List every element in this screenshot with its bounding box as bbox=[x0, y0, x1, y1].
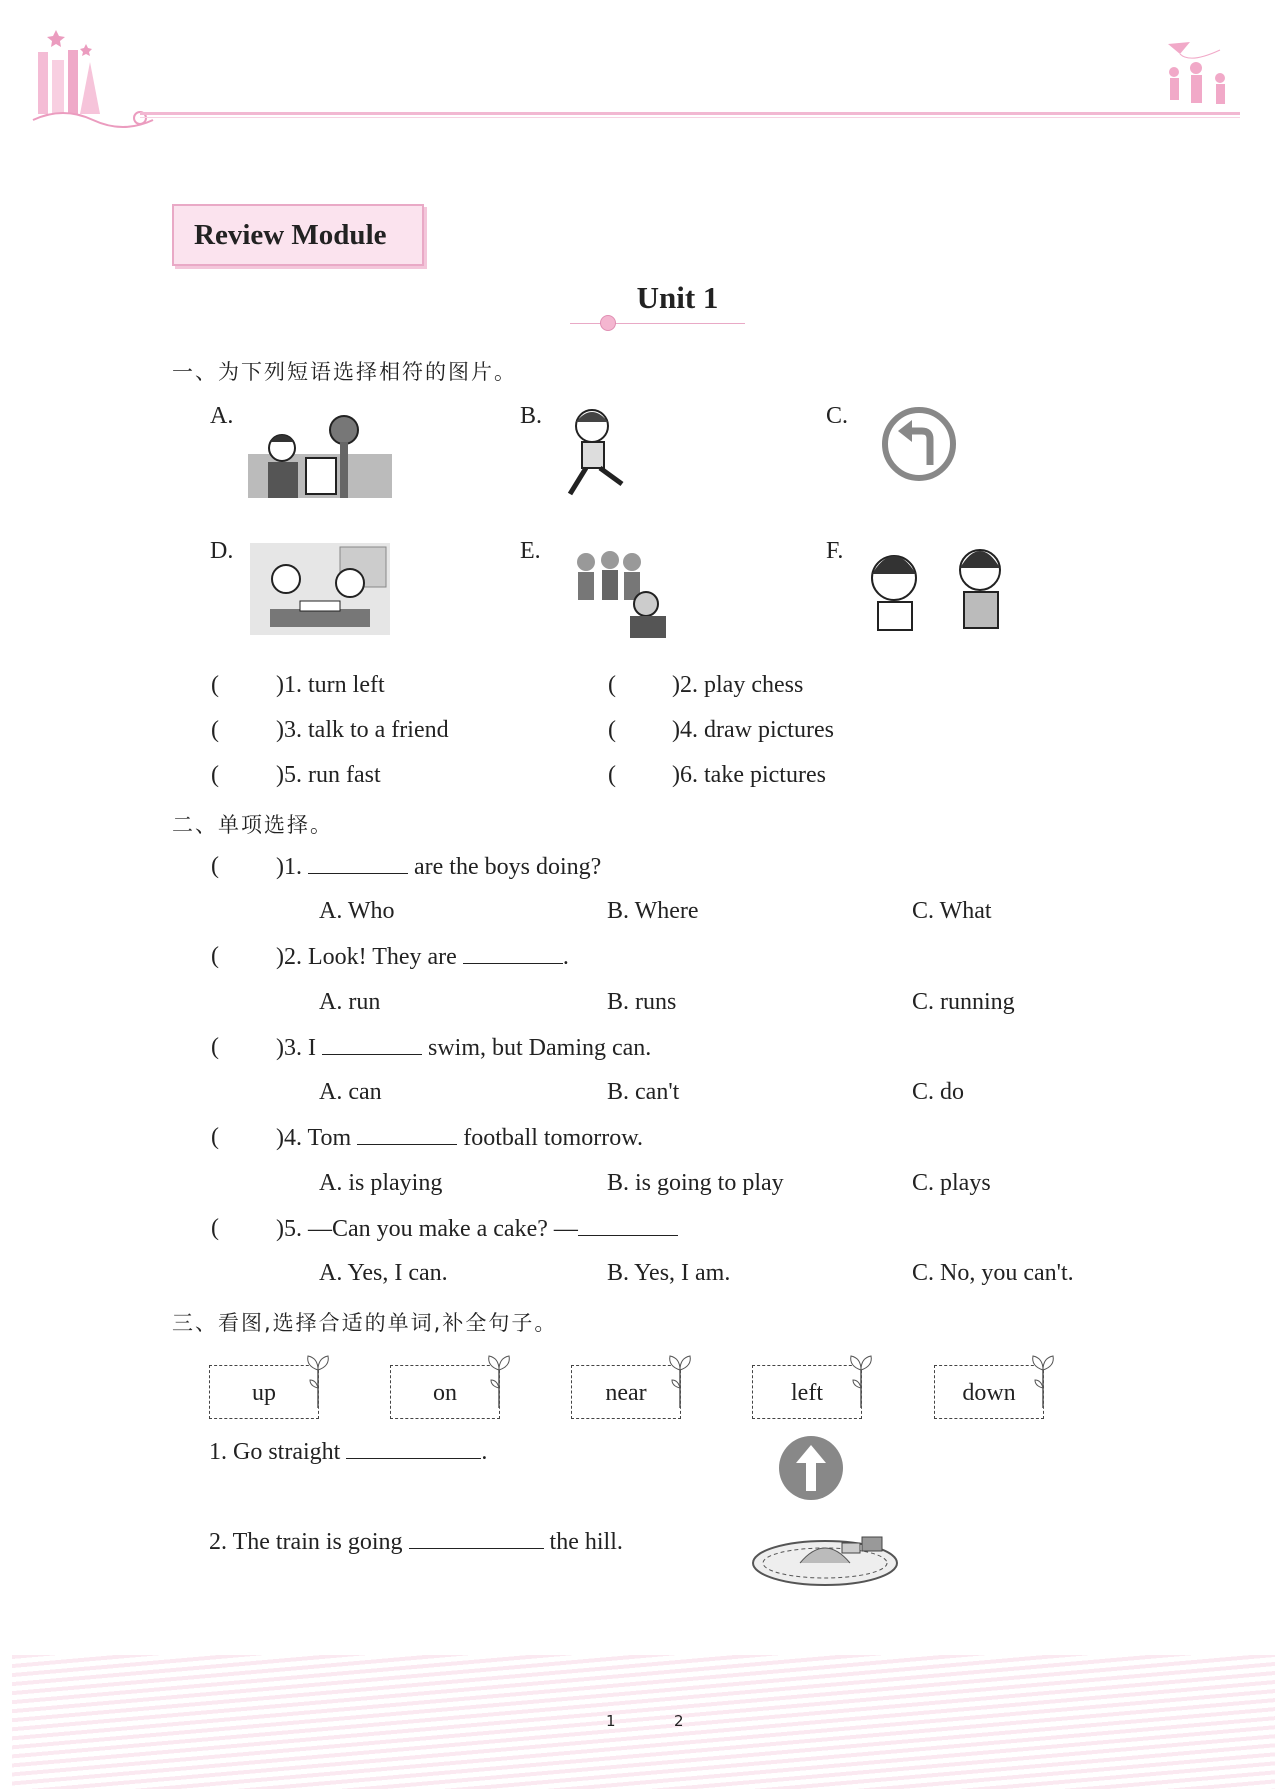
s2-q1-option-b: B. Where bbox=[607, 898, 699, 924]
s2-question-4: )4. Tom football tomorrow. bbox=[276, 1125, 643, 1151]
s3-sentence-1: 1. Go straight . bbox=[209, 1439, 488, 1465]
answer-blank[interactable] bbox=[322, 1034, 422, 1055]
s2-question-2: )2. Look! They are . bbox=[276, 944, 569, 970]
s2-q2-option-b: B. runs bbox=[607, 989, 677, 1015]
s1-item-6: )6. take pictures bbox=[672, 762, 826, 788]
section3-heading: 三、看图,选择合适的单词,补全句子。 bbox=[172, 1311, 558, 1335]
s2-q3-option-a: A. can bbox=[319, 1079, 382, 1105]
picture-d-chess-image bbox=[250, 543, 390, 635]
s1-item-5: )5. run fast bbox=[276, 762, 381, 788]
word-box-left[interactable] bbox=[752, 1365, 862, 1419]
s1-paren-2: ( bbox=[608, 672, 616, 698]
unit-title: Unit 1 bbox=[636, 280, 719, 315]
sprout-icon bbox=[847, 1354, 875, 1408]
word-box-on[interactable] bbox=[390, 1365, 500, 1419]
s2-q4-option-a: A. is playing bbox=[319, 1170, 443, 1196]
word-up: up bbox=[252, 1380, 276, 1406]
sprout-icon bbox=[304, 1354, 332, 1408]
s2-q1-option-c: C. What bbox=[912, 898, 992, 924]
picture-b-running-image bbox=[560, 404, 640, 504]
word-box-down[interactable] bbox=[934, 1365, 1044, 1419]
picture-label-b: B. bbox=[520, 403, 543, 429]
s1-item-4: )4. draw pictures bbox=[672, 717, 834, 743]
sprout-icon bbox=[485, 1354, 513, 1408]
s1-item-3: )3. talk to a friend bbox=[276, 717, 449, 743]
s1-paren-4: ( bbox=[608, 717, 616, 743]
picture-c-turn-left-sign bbox=[880, 405, 958, 483]
s3-sentence-2: 2. The train is going the hill. bbox=[209, 1529, 623, 1555]
s2-paren-5: ( bbox=[211, 1215, 219, 1241]
header-rule bbox=[140, 112, 1240, 115]
word-box-near[interactable] bbox=[571, 1365, 681, 1419]
picture-label-a: A. bbox=[210, 403, 234, 429]
up-arrow-sign-icon bbox=[778, 1435, 844, 1501]
s2-q5-option-b: B. Yes, I am. bbox=[607, 1260, 731, 1286]
s2-paren-2: ( bbox=[211, 943, 219, 969]
s2-paren-1: ( bbox=[211, 853, 219, 879]
header-logo bbox=[28, 22, 158, 134]
picture-e-camera-image bbox=[566, 540, 670, 640]
s2-question-5: )5. —Can you make a cake? — bbox=[276, 1215, 678, 1243]
s2-question-3: )3. I swim, but Daming can. bbox=[276, 1035, 652, 1061]
word-left: left bbox=[791, 1380, 823, 1406]
unit-title-underline bbox=[570, 323, 745, 324]
unit-title-dot bbox=[600, 315, 616, 331]
answer-blank[interactable] bbox=[409, 1528, 544, 1549]
s2-paren-3: ( bbox=[211, 1034, 219, 1060]
answer-blank[interactable] bbox=[578, 1215, 678, 1236]
picture-label-e: E. bbox=[520, 538, 541, 564]
s2-question-1: )1. are the boys doing? bbox=[276, 854, 602, 880]
section1-heading: 一、为下列短语选择相符的图片。 bbox=[172, 360, 517, 384]
word-down: down bbox=[962, 1380, 1016, 1406]
section2-heading: 二、单项选择。 bbox=[172, 813, 333, 837]
train-hill-image bbox=[750, 1525, 900, 1589]
s2-q2-option-a: A. run bbox=[319, 989, 381, 1015]
footer-band bbox=[12, 1655, 1275, 1789]
s1-paren-5: ( bbox=[211, 762, 219, 788]
s1-paren-3: ( bbox=[211, 717, 219, 743]
picture-f-talking-image bbox=[862, 540, 1012, 632]
answer-blank[interactable] bbox=[308, 853, 408, 874]
answer-blank[interactable] bbox=[346, 1438, 481, 1459]
answer-blank[interactable] bbox=[463, 943, 563, 964]
word-on: on bbox=[433, 1380, 457, 1406]
s2-q3-option-c: C. do bbox=[912, 1079, 965, 1105]
header-kids-kite-illustration bbox=[1160, 38, 1240, 118]
picture-label-d: D. bbox=[210, 538, 234, 564]
picture-label-f: F. bbox=[826, 538, 844, 564]
page-number-right: 2 bbox=[674, 1712, 684, 1730]
s2-q4-option-b: B. is going to play bbox=[607, 1170, 784, 1196]
word-box-up[interactable] bbox=[209, 1365, 319, 1419]
picture-a-drawing-image bbox=[248, 412, 392, 504]
s2-q5-option-a: A. Yes, I can. bbox=[319, 1260, 448, 1286]
s2-q4-option-c: C. plays bbox=[912, 1170, 991, 1196]
s2-q2-option-c: C. running bbox=[912, 989, 1015, 1015]
s1-item-2: )2. play chess bbox=[672, 672, 804, 698]
page-number-left: 1 bbox=[606, 1712, 616, 1730]
module-title: Review Module bbox=[172, 204, 424, 266]
answer-blank[interactable] bbox=[357, 1124, 457, 1145]
word-near: near bbox=[605, 1380, 647, 1406]
sprout-icon bbox=[666, 1354, 694, 1408]
s2-q3-option-b: B. can't bbox=[607, 1079, 680, 1105]
s2-paren-4: ( bbox=[211, 1124, 219, 1150]
s2-q5-option-c: C. No, you can't. bbox=[912, 1260, 1074, 1286]
s1-paren-1: ( bbox=[211, 672, 219, 698]
s1-item-1: )1. turn left bbox=[276, 672, 385, 698]
sprout-icon bbox=[1029, 1354, 1057, 1408]
s2-q1-option-a: A. Who bbox=[319, 898, 395, 924]
picture-label-c: C. bbox=[826, 403, 849, 429]
header-rule-thin bbox=[140, 117, 1240, 118]
s1-paren-6: ( bbox=[608, 762, 616, 788]
